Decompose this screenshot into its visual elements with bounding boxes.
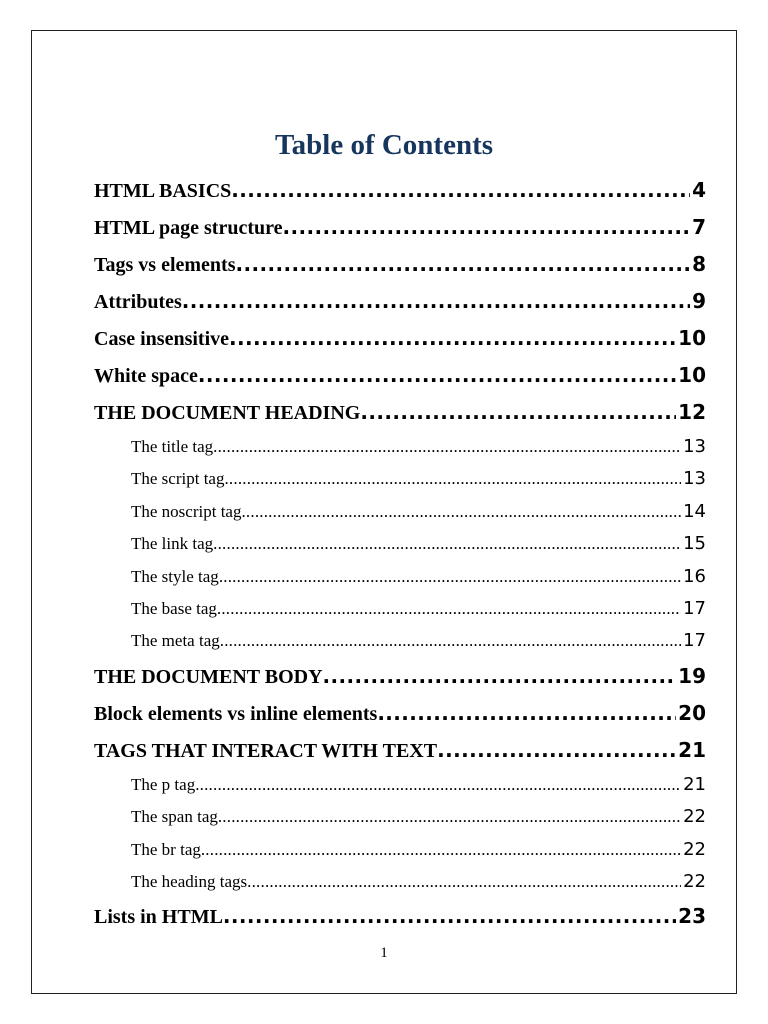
- toc-entry-page-number: 13: [683, 436, 706, 457]
- toc-subentry[interactable]: [94, 528, 706, 560]
- toc-subentry[interactable]: [94, 834, 706, 866]
- toc-entry-label: The meta tag: [131, 631, 220, 651]
- toc-entry-label: The style tag: [131, 566, 219, 586]
- toc-subentry[interactable]: [94, 496, 706, 528]
- toc-entry-label: Lists in HTML: [94, 906, 223, 929]
- toc-dot-leader: [201, 834, 681, 866]
- toc-dot-leader: [229, 320, 676, 357]
- toc-subentry[interactable]: [94, 463, 706, 495]
- toc-entry-page-number: 19: [678, 663, 706, 688]
- toc-dot-leader: [231, 172, 690, 209]
- toc-entry-page-number: 10: [678, 363, 706, 387]
- toc-entry-label: Tags vs elements: [94, 254, 236, 276]
- toc-entry-page-number: 8: [692, 252, 706, 276]
- toc-entry[interactable]: [94, 695, 706, 732]
- toc-entry-label: The noscript tag: [131, 501, 242, 521]
- toc-entry-label: HTML BASICS: [94, 180, 232, 202]
- toc-dot-leader: [283, 209, 691, 246]
- toc-entry[interactable]: [94, 246, 706, 283]
- toc-dot-leader: [377, 695, 676, 732]
- toc-subentry[interactable]: [94, 769, 706, 801]
- toc-entry-label: The heading tags: [131, 871, 248, 891]
- toc-entry-page-number: 21: [678, 737, 706, 762]
- toc-entry[interactable]: [94, 732, 706, 769]
- toc-subentry[interactable]: [94, 561, 706, 593]
- toc-dot-leader: [323, 658, 677, 695]
- toc-dot-leader: [213, 528, 681, 560]
- toc-subentry[interactable]: [94, 431, 706, 463]
- toc-entry-label: THE DOCUMENT HEADING: [94, 402, 361, 424]
- toc-entry-label: HTML page structure: [94, 217, 283, 239]
- toc-dot-leader: [223, 898, 676, 935]
- toc-title: Table of Contents: [274, 129, 494, 161]
- toc-entry-label: The title tag: [131, 437, 214, 456]
- toc-entry-page-number: 17: [683, 597, 706, 619]
- toc-entry-label: Attributes: [94, 291, 182, 313]
- toc-subentry[interactable]: [94, 801, 706, 833]
- toc-subentry[interactable]: [94, 593, 706, 625]
- toc-subentry[interactable]: [94, 625, 706, 657]
- toc-dot-leader: [219, 561, 681, 593]
- toc-entry-page-number: 10: [678, 326, 706, 350]
- toc-entry-page-number: 22: [683, 838, 706, 860]
- toc-entry[interactable]: [94, 283, 706, 320]
- toc-entry-page-number: 13: [683, 468, 706, 490]
- toc-entry-label: The p tag: [131, 774, 196, 794]
- toc-dot-leader: [198, 357, 676, 394]
- toc-dot-leader: [235, 246, 690, 283]
- toc-dot-leader: [437, 732, 676, 769]
- toc-entry-page-number: 9: [692, 289, 706, 313]
- toc-entry-label: The base tag: [131, 598, 217, 618]
- toc-entry-label: The link tag: [131, 534, 214, 554]
- toc-entry[interactable]: [94, 209, 706, 246]
- document-page: [31, 30, 737, 994]
- toc-entry[interactable]: [94, 394, 706, 431]
- toc-entry[interactable]: [94, 172, 706, 209]
- toc-subentry[interactable]: [94, 866, 706, 898]
- toc-entry-label: The script tag: [131, 469, 225, 489]
- toc-dot-leader: [224, 463, 681, 495]
- toc-entry-page-number: 4: [692, 178, 706, 202]
- toc-dot-leader: [360, 394, 676, 431]
- toc-list: [94, 172, 706, 935]
- page-number: 1: [380, 945, 388, 961]
- toc-entry-page-number: 22: [683, 806, 706, 828]
- toc-entry[interactable]: [94, 898, 706, 935]
- toc-entry-page-number: 20: [678, 700, 706, 725]
- toc-entry-page-number: 7: [692, 215, 706, 239]
- toc-entry-label: THE DOCUMENT BODY: [94, 665, 323, 688]
- toc-entry-page-number: 15: [683, 533, 706, 555]
- toc-dot-leader: [220, 625, 681, 657]
- toc-dot-leader: [218, 801, 681, 833]
- toc-entry-page-number: 23: [678, 904, 706, 929]
- toc-entry-label: The span tag: [131, 807, 218, 827]
- toc-dot-leader: [241, 496, 681, 528]
- toc-entry-label: The br tag: [131, 839, 201, 859]
- toc-entry-page-number: 22: [683, 870, 706, 892]
- toc-dot-leader: [195, 769, 681, 801]
- toc-dot-leader: [182, 283, 690, 320]
- toc-dot-leader: [247, 866, 681, 898]
- toc-entry-page-number: 14: [683, 500, 706, 522]
- toc-entry-page-number: 21: [683, 773, 706, 795]
- toc-dot-leader: [213, 431, 681, 463]
- toc-entry[interactable]: [94, 320, 706, 357]
- toc-entry-page-number: 12: [678, 400, 706, 424]
- toc-entry-label: Case insensitive: [94, 328, 229, 350]
- toc-entry-page-number: 16: [683, 565, 706, 587]
- toc-entry[interactable]: [94, 658, 706, 695]
- toc-dot-leader: [217, 593, 681, 625]
- toc-entry-label: White space: [94, 365, 198, 387]
- toc-entry-label: Block elements vs inline elements: [94, 702, 378, 725]
- toc-entry-label: TAGS THAT INTERACT WITH TEXT: [94, 739, 438, 762]
- toc-entry-page-number: 17: [683, 630, 706, 652]
- toc-entry[interactable]: [94, 357, 706, 394]
